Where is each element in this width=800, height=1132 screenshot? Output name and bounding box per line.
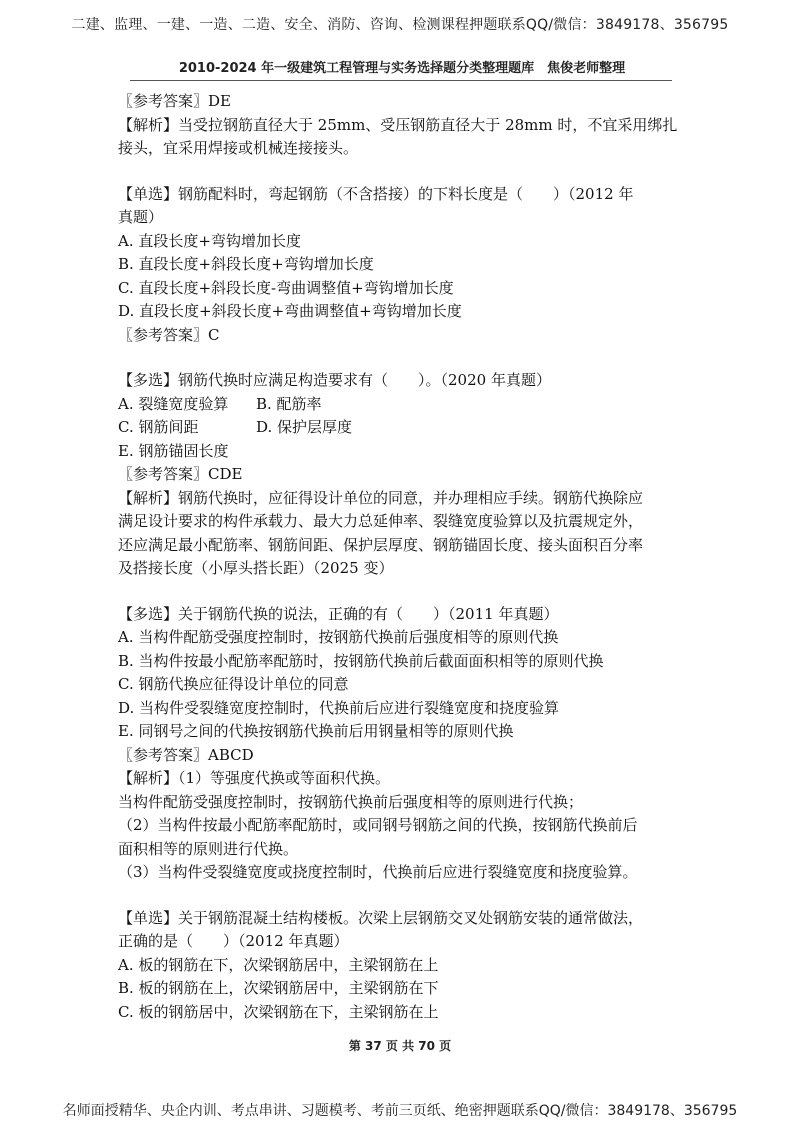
analysis-line: 及搭接长度（小厚头搭长距）（2025 变） (118, 559, 394, 577)
option-b: B. 板的钢筋在上，次梁钢筋居中，主梁钢筋在下 (118, 979, 439, 997)
option-c: C. 直段长度+斜段长度-弯曲调整值+弯钩增加长度 (118, 278, 454, 297)
header-divider (130, 80, 672, 81)
question-title: 【多选】关于钢筋代换的说法，正确的有（ ）（2011 年真题） (118, 604, 559, 623)
answer-line: 〖参考答案〗C (118, 325, 220, 344)
document-header-title: 2010-2024 年一级建筑工程管理与实务选择题分类整理题库 焦俊老师整理 (178, 61, 626, 76)
answer-line: 〖参考答案〗DE (118, 92, 231, 110)
option-a: A. 板的钢筋在下，次梁钢筋居中，主梁钢筋在上 (118, 955, 439, 974)
option-d: D. 当构件受裂缝宽度控制时，代换前后应进行裂缝宽度和挠度验算 (118, 698, 560, 717)
option-e: E. 同钢号之间的代换按钢筋代换前后用钢量相等的原则代换 (118, 722, 514, 740)
option-a: A. 直段长度+弯钩增加长度 (118, 231, 301, 250)
question-title: 【单选】钢筋配料时，弯起钢筋（不含搭接）的下料长度是（ ）（2012 年 (118, 184, 634, 203)
option-a: A. 裂缝宽度验算 (118, 394, 229, 413)
option-d: D. 保护层厚度 (256, 418, 353, 436)
option-c: C. 钢筋间距 (118, 418, 199, 436)
option-b: B. 当构件按最小配筋率配筋时，按钢筋代换前后截面面积相等的原则代换 (118, 651, 604, 670)
option-row (118, 393, 678, 417)
analysis-line: 【解析】当受拉钢筋直径大于 25mm、受压钢筋直径大于 28mm 时，不宜采用绑扎 (118, 115, 678, 134)
question-title: 【单选】关于钢筋混凝土结构楼板。次梁上层钢筋交叉处钢筋安装的通常做法， (118, 908, 644, 927)
analysis-line: 满足设计要求的构件承载力、最大力总延伸率、裂缝宽度验算以及抗震规定外， (118, 512, 644, 530)
top-contact-banner: 二建、监理、一建、一造、二造、安全、消防、咨询、检测课程押题联系QQ/微信：3849178、356795 (71, 17, 729, 33)
analysis-line: 当构件配筋受强度控制时，按钢筋代换前后强度相等的原则进行代换； (118, 792, 584, 811)
option-a: A. 当构件配筋受强度控制时，按钢筋代换前后强度相等的原则代换 (118, 628, 559, 646)
question-title-cont: 正确的是（ ）（2012 年真题） (118, 932, 349, 950)
page-content (118, 90, 678, 1024)
option-d: D. 直段长度+斜段长度+弯曲调整值+弯钩增加长度 (118, 302, 462, 320)
analysis-line: 还应满足最小配筋率、钢筋间距、保护层厚度、钢筋锚固长度、接头面积百分率 (118, 535, 644, 554)
option-e: E. 钢筋锚固长度 (118, 441, 229, 460)
answer-line: 〖参考答案〗ABCD (118, 745, 254, 764)
analysis-line: （3）当构件受裂缝宽度或挠度控制时，代换前后应进行裂缝宽度和挠度验算。 (118, 863, 638, 881)
bottom-contact-banner: 名师面授精华、央企内训、考点串讲、习题模考、考前三页纸、绝密押题联系QQ/微信：3849178、356795 (62, 1103, 738, 1119)
option-b: B. 配筋率 (256, 394, 322, 413)
option-c: C. 钢筋代换应征得设计单位的同意 (118, 675, 349, 693)
analysis-line: 面积相等的原则进行代换。 (118, 839, 299, 858)
analysis-line: （2）当构件按最小配筋率配筋时，或同钢号钢筋之间的代换，按钢筋代换前后 (118, 816, 638, 834)
answer-line: 〖参考答案〗CDE (118, 465, 243, 483)
analysis-line: 【解析】钢筋代换时，应征得设计单位的同意，并办理相应手续。钢筋代换除应 (118, 488, 644, 507)
question-title: 【多选】钢筋代换时应满足构造要求有（ ）。（2020 年真题） (118, 371, 551, 389)
question-title-cont: 真题） (118, 208, 164, 226)
option-row (118, 416, 678, 440)
page-number: 第 37 页 共 70 页 (348, 1039, 452, 1053)
analysis-line: 【解析】（1）等强度代换或等面积代换。 (118, 769, 391, 787)
option-c: C. 板的钢筋居中，次梁钢筋在下，主梁钢筋在上 (118, 1002, 439, 1021)
analysis-line: 接头，宜采用焊接或机械连接接头。 (118, 139, 359, 157)
option-b: B. 直段长度+斜段长度+弯钩增加长度 (118, 255, 374, 273)
